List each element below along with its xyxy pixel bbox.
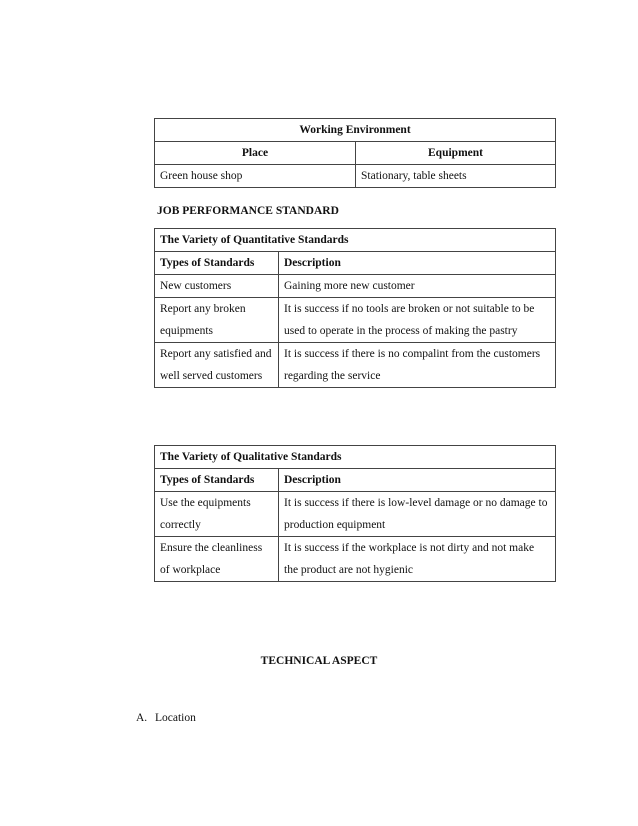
quantitative-title: The Variety of Quantitative Standards xyxy=(155,229,556,252)
list-item xyxy=(136,712,196,724)
types-header: Types of Standards xyxy=(155,252,279,275)
working-environment-table xyxy=(154,118,556,188)
standard-description-cell: Gaining more new customer xyxy=(279,275,556,298)
standard-type-cell: Report any satisfied and well served customers xyxy=(155,343,279,388)
standard-type-cell: New customers xyxy=(155,275,279,298)
table-row xyxy=(155,298,556,343)
job-performance-heading: JOB PERFORMANCE STANDARD xyxy=(157,205,339,217)
standard-description-cell: It is success if the workplace is not dirty and not make the product are not hygienic xyxy=(279,537,556,582)
working-environment-title: Working Environment xyxy=(155,119,556,142)
standard-description-cell: It is success if no tools are broken or not suitable to be used to operate in the process of making the pastry xyxy=(279,298,556,343)
table-row xyxy=(155,492,556,537)
standard-description-cell: It is success if there is low-level damage or no damage to production equipment xyxy=(279,492,556,537)
equipment-cell: Stationary, table sheets xyxy=(356,165,556,188)
quantitative-standards-table xyxy=(154,228,556,388)
place-cell: Green house shop xyxy=(155,165,356,188)
qualitative-title: The Variety of Qualitative Standards xyxy=(155,446,556,469)
list-marker: A. xyxy=(136,712,148,724)
description-header: Description xyxy=(279,469,556,492)
standard-type-cell: Report any broken equipments xyxy=(155,298,279,343)
qualitative-standards-table xyxy=(154,445,556,582)
table-row xyxy=(155,165,556,188)
standard-type-cell: Ensure the cleanliness of workplace xyxy=(155,537,279,582)
types-header: Types of Standards xyxy=(155,469,279,492)
standard-description-cell: It is success if there is no compalint from the customers regarding the service xyxy=(279,343,556,388)
table-row xyxy=(155,343,556,388)
standard-type-cell: Use the equipments correctly xyxy=(155,492,279,537)
technical-aspect-heading: TECHNICAL ASPECT xyxy=(260,655,378,667)
equipment-header: Equipment xyxy=(356,142,556,165)
place-header: Place xyxy=(155,142,356,165)
table-row xyxy=(155,537,556,582)
location-label: Location xyxy=(155,712,196,724)
description-header: Description xyxy=(279,252,556,275)
table-row xyxy=(155,275,556,298)
